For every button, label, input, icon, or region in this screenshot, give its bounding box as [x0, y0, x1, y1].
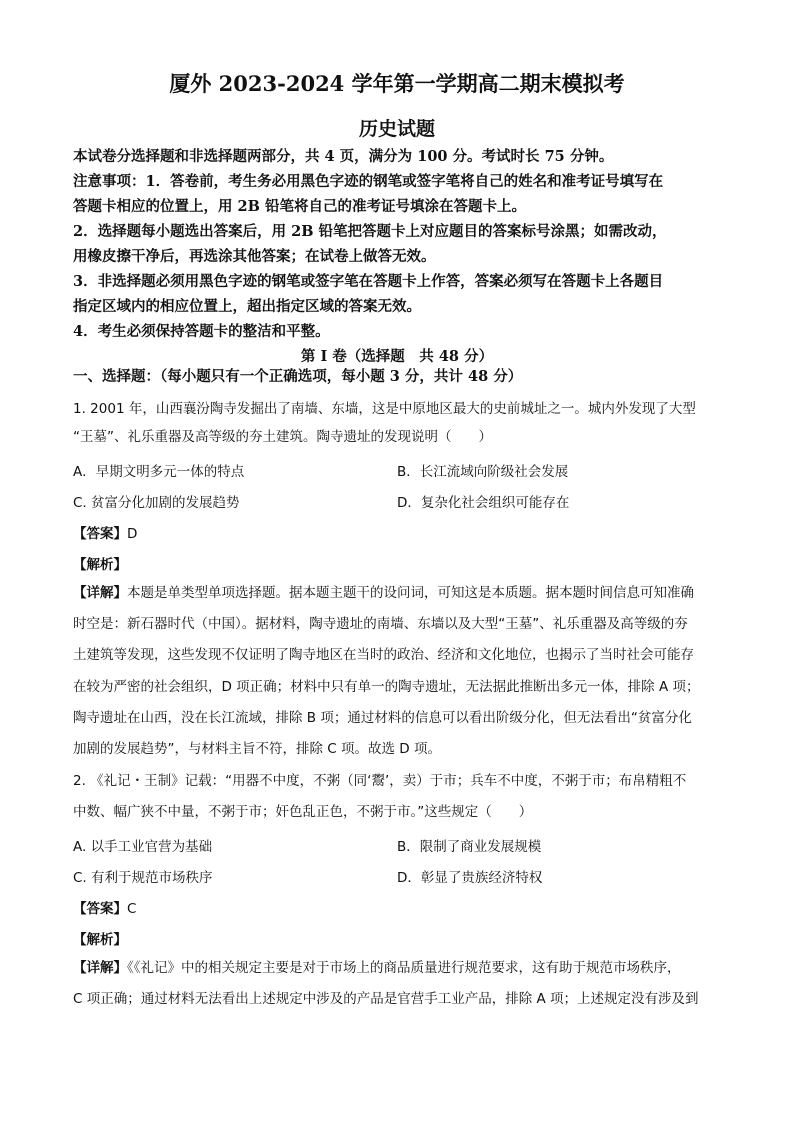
detail-text: 《《礼记》中的相关规定主要是对于市场上的商品质量进行规范要求，这有助于规范市场秩序，: [127, 960, 681, 976]
exam-subtitle: 历史试题: [358, 118, 435, 140]
detail-label: 【详解】: [73, 960, 127, 976]
instruction-line: 2．选择题每小题选出答案后，用 2B 铅笔把答题卡上对应题目的答案标号涂黑；如需改动，: [73, 223, 667, 240]
instruction-line: 4．考生必须保持答题卡的整洁和平整。: [73, 323, 330, 340]
q2-option-c: C. 有利于规范市场秩序: [73, 870, 213, 886]
analysis-label: 【解析】: [73, 932, 127, 948]
instruction-line: 注意事项：1．答卷前，考生务必用黑色字迹的钢笔或签字笔将自己的姓名和准考证号填写在: [73, 173, 664, 190]
q2-stem-line: 中数、幅广狭不中量，不粥于市；奸色乱正色，不粥于市。”这些规定（ ）: [73, 804, 533, 820]
q1-option-b: B．长江流域向阶级社会发展: [397, 464, 569, 480]
q1-detail-line: 土建筑等发现，这些发现不仅证明了陶寺地区在当时的政治、经济和文化地位，也揭示了当时社会可能存: [73, 647, 694, 663]
q2-detail-line: C 项正确；通过材料无法看出上述规定中涉及的产品是官营手工业产品，排除 A 项；上述规定没有涉及到: [73, 991, 699, 1007]
exam-title: 厦外 2023-2024 学年第一学期高二期末模拟考: [169, 71, 625, 96]
q2-option-d: D．彰显了贵族经济特权: [397, 870, 543, 886]
instruction-line: 3．非选择题必须用黑色字迹的钢笔或签字笔在答题卡上作答，答案必须写在答题卡上各题目: [73, 273, 664, 290]
q2-option-b: B．限制了商业发展规模: [397, 839, 542, 855]
q1-detail-line: 加剧的发展趋势”，与材料主旨不符，排除 C 项。故选 D 项。: [73, 741, 441, 757]
q1-detail-line: 时空是：新石器时代（中国）。据材料，陶寺遗址的南墙、东墙以及大型“王墓”、礼乐重器及高等级的夯: [73, 616, 688, 632]
q1-answer: [73, 522, 137, 542]
analysis-label: 【解析】: [73, 557, 127, 573]
q1-stem-line: 1. 2001 年，山西襄汾陶寺发掘出了南墙、东墙，这是中原地区最大的史前城址之一。城内外发现了大型: [73, 401, 696, 417]
section-heading: 一、选择题：（每小题只有一个正确选项，每小题 3 分，共计 48 分）: [73, 368, 523, 385]
q2-analysis-label: [73, 928, 127, 948]
q1-detail-line: [73, 578, 728, 609]
detail-label: 【详解】: [73, 585, 127, 601]
instruction-line: 用橡皮擦干净后，再选涂其他答案；在试卷上做答无效。: [73, 248, 436, 265]
instruction-line: 指定区域内的相应位置上，超出指定区域的答案无效。: [73, 298, 421, 315]
q1-analysis-label: [73, 553, 127, 573]
instruction-line: 答题卡相应的位置上，用 2B 铅笔将自己的准考证号填涂在答题卡上。: [73, 198, 526, 215]
q2-detail-line: [73, 953, 728, 984]
q1-option-c: C. 贫富分化加剧的发展趋势: [73, 495, 240, 511]
volume-heading: 第 I 卷（选择题 共 48 分）: [300, 348, 494, 365]
q1-stem-line: “王墓”、礼乐重器及高等级的夯土建筑。陶寺遗址的发现说明（ ）: [73, 429, 492, 445]
q1-detail-line: 陶寺遗址在山西，没在长江流域，排除 B 项；通过材料的信息可以看出阶级分化，但无法看出“贫富分化: [73, 710, 692, 726]
answer-value: D: [127, 526, 138, 542]
instruction-line: 本试卷分选择题和非选择题两部分，共 4 页，满分为 100 分。考试时长 75 分钟。: [73, 148, 614, 165]
q2-stem-line: 2. 《礼记・王制》记载：“用器不中度，不粥（同‘鬻’，卖）于市；兵车不中度，不粥于市；布帛精粗不: [73, 773, 687, 789]
answer-label: 【答案】: [73, 901, 127, 917]
answer-label: 【答案】: [73, 526, 127, 542]
q1-detail-line: 在较为严密的社会组织，D 项正确；材料中只有单一的陶寺遗址，无法据此推断出多元一体，排除 A 项；: [73, 679, 700, 695]
q1-option-a: A．早期文明多元一体的特点: [73, 464, 245, 480]
q2-answer: [73, 897, 136, 917]
answer-value: C: [127, 901, 137, 917]
q2-option-a: A. 以手工业官营为基础: [73, 839, 213, 855]
detail-text: 本题是单类型单项选择题。据本题主题干的设问词，可知这是本质题。据本题时间信息可知准确: [127, 585, 694, 601]
q1-option-d: D．复杂化社会组织可能存在: [397, 495, 570, 511]
